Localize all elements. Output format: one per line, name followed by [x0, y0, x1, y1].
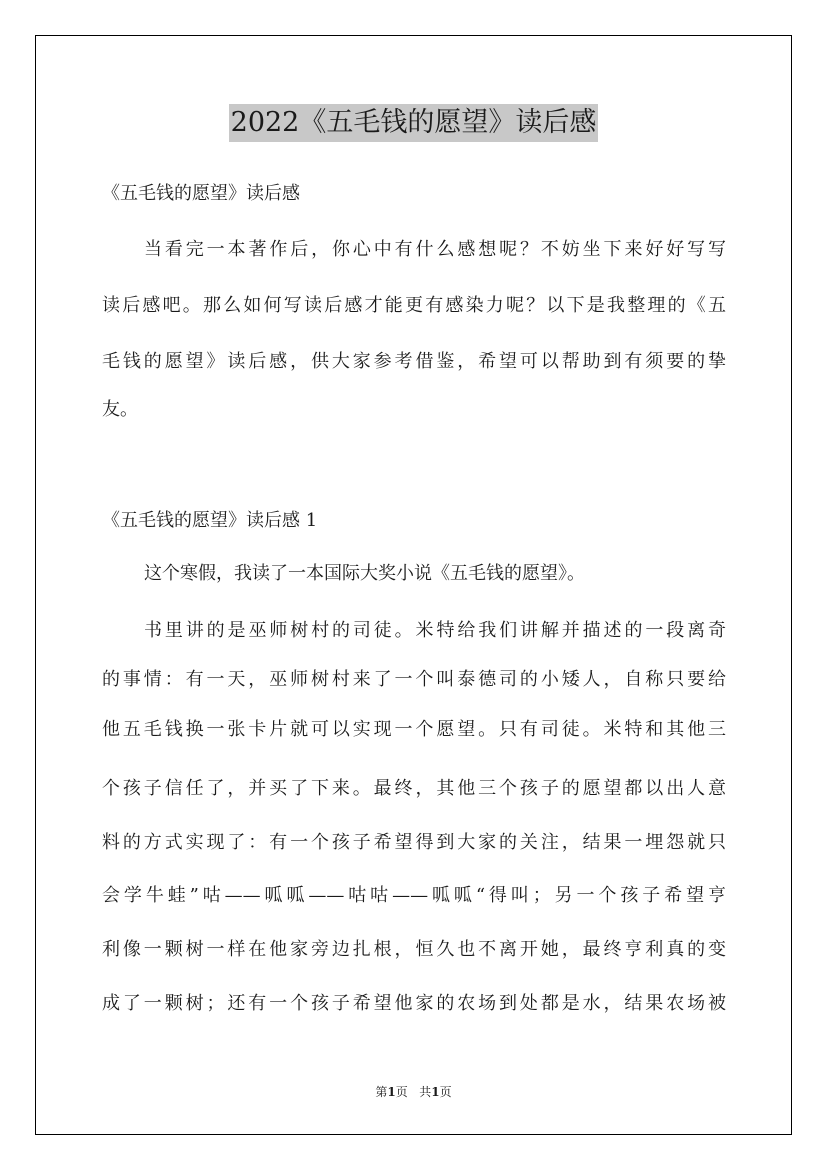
intro-line: 当看完一本著作后，你心中有什么感想呢？不妨坐下来好好写写	[144, 239, 726, 260]
paragraph-line: 书里讲的是巫师树村的司徒。米特给我们讲解并描述的一段离奇	[144, 620, 726, 641]
intro-line: 毛钱的愿望》读后感，供大家参考借鉴，希望可以帮助到有须要的挚	[102, 351, 726, 372]
paragraph-line: 会学牛蛙”咕——呱呱——咕咕——呱呱“得叫；另一个孩子希望亨	[102, 885, 726, 906]
paragraph-line: 个孩子信任了，并买了下来。最终，其他三个孩子的愿望都以出人意	[102, 778, 726, 799]
paragraph-line: 他五毛钱换一张卡片就可以实现一个愿望。只有司徒。米特和其他三	[102, 719, 726, 740]
section-heading: 《五毛钱的愿望》读后感 1	[102, 510, 318, 531]
intro-line: 读后感吧。那么如何写读后感才能更有感染力呢？以下是我整理的《五	[102, 295, 726, 316]
paragraph-line: 的事情：有一天，巫师树村来了一个叫泰德司的小矮人，自称只要给	[102, 669, 726, 690]
paragraph-line: 成了一颗树；还有一个孩子希望他家的农场到处都是水，结果农场被	[102, 993, 726, 1014]
paragraph-line: 料的方式实现了：有一个孩子希望得到大家的关注，结果一埋怨就只	[102, 832, 726, 853]
intro-line: 友。	[102, 399, 138, 420]
page-footer: 第1页 共1页	[375, 1085, 452, 1099]
page-title: 2022《五毛钱的愿望》读后感	[229, 104, 599, 142]
paragraph-line: 利像一颗树一样在他家旁边扎根，恒久也不离开她，最终亨利真的变	[102, 939, 726, 960]
subtitle: 《五毛钱的愿望》读后感	[102, 183, 300, 204]
paragraph: 这个寒假，我读了一本国际大奖小说《五毛钱的愿望》。	[144, 563, 585, 584]
